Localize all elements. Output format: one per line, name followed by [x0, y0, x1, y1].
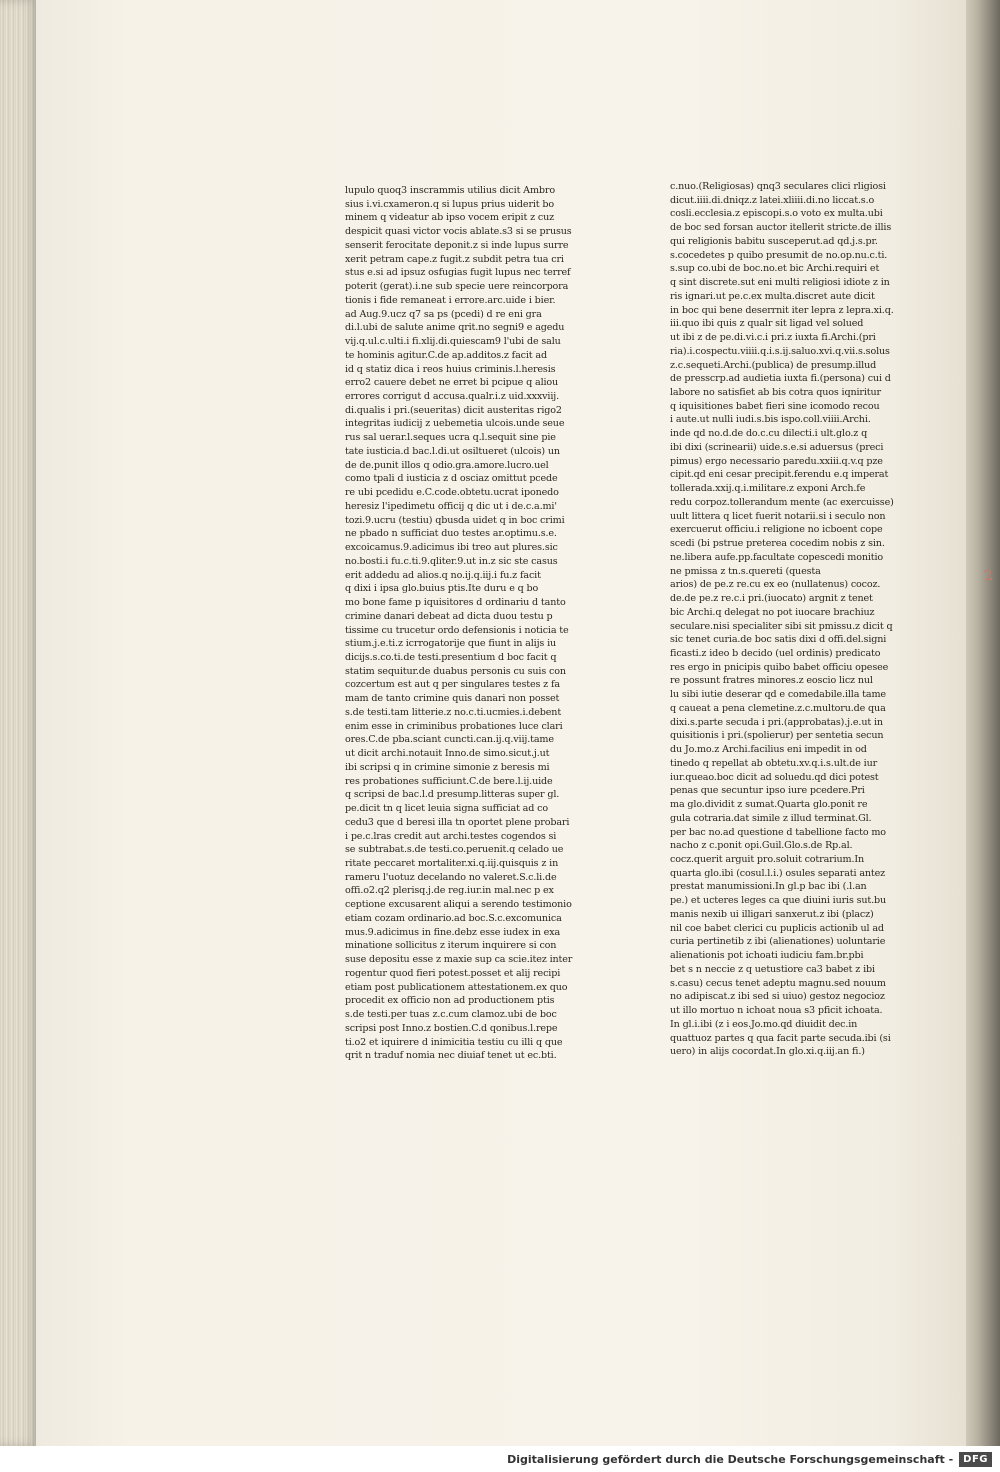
text-line: nil coe babet clerici cu puplicis actionib ul ad	[670, 922, 884, 934]
text-line: de de.punit illos q odio.gra.amore.lucro.uel	[345, 459, 549, 471]
footer-bar	[0, 1446, 1000, 1472]
text-line: s.de testi.tam litterie.z no.c.ti.ucmies.i.debent	[345, 706, 562, 718]
text-line: bic Archi.q delegat no pot iuocare brachiuz	[670, 606, 875, 618]
text-line: errores corrigut d accusa.qualr.i.z uid.xxxviij.	[345, 391, 559, 403]
text-line: rogentur quod fieri potest.posset et alij recipi	[345, 967, 561, 979]
text-line: iii.quo ibi quis z qualr sit ligad vel solued	[670, 318, 864, 330]
text-line: ibi scripsi q in crimine simonie z beresis mi	[345, 761, 550, 773]
text-line: ibi dixi (scrinearii) uide.s.e.si aduersus (preci	[670, 441, 884, 453]
text-line: i pe.c.lras credit aut archi.testes cogendos si	[345, 830, 557, 842]
text-line: ores.C.de pba.sciant cuncti.can.ij.q.viij.tame	[345, 734, 554, 746]
text-line: bet s n neccie z q uetustiore ca3 babet z ibi	[670, 963, 875, 975]
text-line: cosli.ecclesia.z episcopi.s.o voto ex multa.ubi	[670, 208, 883, 220]
text-line: arios) de pe.z re.cu ex eo (nullatenus) cocoz.	[670, 579, 881, 591]
text-line: scedi (bi pstrue preterea cocedim nobis z sin.	[670, 538, 885, 550]
text-line: curia pertinetib z ibi (alienationes) uoluntarie	[670, 936, 886, 948]
text-line: in boc qui bene deserrnit iter lepra z lepra.xi.q.	[670, 304, 894, 316]
text-line: uero) in alijs cocordat.In glo.xi.q.iij.an fi.)	[670, 1046, 865, 1058]
text-line: de.de pe.z re.c.i pri.(iuocato) argnit z tenet	[670, 593, 873, 605]
text-line: cocz.querit arguit pro.soluit cotrarium.In	[670, 853, 865, 865]
text-line: cedu3 que d beresi illa tn oportet plene probari	[345, 816, 570, 828]
text-line: s.cocedetes p quibo presumit de no.op.nu.c.ti.	[670, 249, 888, 261]
text-line: per bac no.ad questione d tabellione facto mo	[670, 826, 886, 838]
text-line: etiam post publicationem attestationem.ex quo	[345, 981, 568, 993]
text-line: stus e.si ad ipsuz osfugias fugit lupus nec terref	[345, 267, 571, 279]
text-line: tate iusticia.d bac.l.di.ut osiltueret (ulcois) un	[345, 445, 560, 457]
text-line: offi.o2.q2 plerisq.j.de reg.iur.in mal.nec p ex	[345, 885, 554, 897]
text-line: qui religionis babitu susceperut.ad qd.j.s.pr.	[670, 235, 878, 247]
text-line: sic tenet curia.de boc satis dixi d offi.del.signi	[670, 634, 887, 646]
text-line: q dixi i ipsa glo.buius ptis.Ite duru e q bo	[345, 583, 539, 595]
text-line: statim sequitur.de duabus personis cu suis con	[345, 665, 566, 677]
text-line: mus.9.adicimus in fine.debz esse iudex in exa	[345, 926, 561, 938]
text-line: i aute.ut nulli iudi.s.bis ispo.coll.viiii.Archi.	[670, 414, 871, 426]
text-line: labore no satisfiet ab bis cotra quos iqniritur	[670, 387, 881, 399]
text-line: tissime cu trucetur ordo defensionis i noticia te	[345, 624, 569, 636]
text-line: exercuerut officiu.i religione no icboent cope	[670, 524, 883, 536]
text-line: uult littera q licet fuerit notarii.si i seculo non	[670, 510, 886, 522]
text-line: quarta glo.ibi (cosul.l.i.) osules separati antez	[670, 867, 886, 879]
text-line: c.nuo.(Religiosas) qnq3 seculares clici rligiosi	[670, 181, 886, 192]
text-line: ris ignari.ut pe.c.ex multa.discret aute dicit	[670, 290, 875, 302]
text-column-right	[670, 180, 914, 1130]
text-line: dixi.s.parte secuda i pri.(approbatas).j.e.ut in	[670, 716, 883, 728]
text-line: no adipiscat.z ibi sed si uiuo) gestoz negocioz	[670, 991, 885, 1003]
text-line: ceptione excusarent aliqui a serendo testimonio	[345, 899, 572, 911]
text-line: de presscrp.ad audietia iuxta fi.(persona) cui d	[670, 373, 891, 385]
text-line: se subtrabat.s.de testi.co.peruenit.q celado ue	[345, 844, 564, 856]
text-line: s.casu) cecus tenet adeptu magnu.sed nouum	[670, 977, 886, 989]
text-line: re ubi pcedidu e.C.code.obtetu.ucrat iponedo	[345, 487, 559, 499]
text-line: di.qualis i pri.(seueritas) dicit austeritas rigo2	[345, 404, 562, 416]
text-line: du Jo.mo.z Archi.facilius eni impedit in od	[670, 744, 867, 756]
text-line: iur.queao.boc dicit ad soluedu.qd dici potest	[670, 771, 879, 783]
text-line: despicit quasi victor vocis ablate.s3 si se prusus	[345, 226, 572, 238]
text-line: rus sal uerar.l.seques ucra q.l.sequit sine pie	[345, 432, 556, 444]
text-line: excoicamus.9.adicimus ibi treo aut plures.sic	[345, 542, 558, 554]
text-line: quisitionis i pri.(spolierur) per sentetia secun	[670, 730, 884, 742]
text-line: id q statiz dica i reos huius criminis.l.heresis	[345, 363, 556, 375]
text-line: integritas iudicij z uebemetia ulcois.unde seue	[345, 418, 565, 430]
book-page-edges	[0, 0, 38, 1446]
text-line: di.l.ubi de salute anime qrit.no segni9 e agedu	[345, 322, 565, 334]
text-line: q caueat a pena clemetine.z.c.multoru.de qua	[670, 702, 886, 714]
text-line: ma glo.dividit z sumat.Quarta glo.ponit re	[670, 799, 868, 811]
text-line: manis nexib ui illigari sanxerut.z ibi (placz)	[670, 908, 874, 920]
text-line: res probationes sufficiunt.C.de bere.l.ij.uide	[345, 775, 553, 787]
text-line: redu corpoz.tollerandum mente (ac exercuisse)	[670, 496, 894, 508]
text-line: alienationis pot ichoati iudiciu fam.br.pbi	[670, 950, 864, 962]
text-line: suse depositu esse z maxie sup ca scie.itez inter	[345, 954, 573, 966]
book-right-edge	[966, 0, 1000, 1446]
text-line: tinedo q repellat ab obtetu.xv.q.i.s.ult.de iur	[670, 757, 878, 769]
text-line: xerit petram cape.z fugit.z subdit petra tua cri	[345, 253, 564, 265]
text-line: ut dicit archi.notauit Inno.de simo.sicut.j.ut	[345, 748, 550, 760]
text-line: de boc sed forsan auctor itellerit stricte.de illis	[670, 222, 892, 234]
text-line: nacho z c.ponit opi.Guil.Glo.s.de Rp.al.	[670, 840, 853, 852]
text-line: procedit ex officio non ad productionem ptis	[345, 995, 555, 1007]
text-line: vij.q.ul.c.ulti.i fi.xlij.di.quiescam9 l'ubi de salu	[345, 336, 561, 348]
text-line: stium.j.e.ti.z icrrogatorije que fiunt in alijs iu	[345, 638, 557, 650]
text-line: ut ibi z de pe.di.vi.c.i pri.z iuxta fi.Archi.(pri	[670, 332, 876, 344]
text-line: heresiz l'ipedimetu officij q dic ut i de.c.a.mi'	[345, 500, 557, 512]
text-line: lupulo quoq3 inscrammis utilius dicit Ambro	[345, 185, 555, 196]
text-line: como tpali d iusticia z d osciaz omittut pcede	[345, 473, 558, 485]
text-line: s.sup co.ubi de boc.no.et bic Archi.requiri et	[670, 263, 880, 275]
text-line: q scripsi de bac.l.d presump.litteras super gl.	[345, 789, 560, 801]
text-line: minatione sollicitus z iterum inquirere si con	[345, 940, 557, 952]
text-line: ne pbado n sufficiat duo testes ar.optimu.s.e.	[345, 528, 557, 540]
text-line: prestat manumissioni.In gl.p bac ibi (.l.an	[670, 881, 867, 893]
text-line: tozi.9.ucru (testiu) qbusda uidet q in boc crimi	[345, 514, 565, 526]
dfg-logo: DFG	[959, 1452, 992, 1467]
text-line: In gl.i.ibi (z i eos.Jo.mo.qd diuidit dec.in	[670, 1018, 858, 1030]
text-line: dicut.iiii.di.dniqz.z latei.xliiii.di.no liccat.s.o	[670, 194, 875, 206]
text-line: ne pmissa z tn.s.quereti (questa	[670, 565, 821, 577]
text-line: gula cotraria.dat simile z illud terminat.Gl.	[670, 812, 872, 824]
text-line: ut illo mortuo n ichoat noua s3 pficit ichoata.	[670, 1005, 883, 1017]
text-line: q iquisitiones babet fieri sine icomodo recou	[670, 400, 880, 412]
text-line: tollerada.xxij.q.i.militare.z exponi Arch.fe	[670, 483, 866, 495]
footer-credit: Digitalisierung gefördert durch die Deutsche Forschungsgemeinschaft -	[507, 1452, 954, 1466]
text-line: cozcertum est aut q per singulares testes z fa	[345, 679, 560, 691]
text-line: pe.) et ucteres leges ca que diuini iuris sut.bu	[670, 895, 887, 907]
text-line: etiam cozam ordinario.ad boc.S.c.excomunica	[345, 912, 562, 924]
text-line: re possunt fratres minores.z eoscio licz nul	[670, 675, 873, 687]
text-line: rameru l'uotuz decelando no valeret.S.c.li.de	[345, 871, 557, 883]
text-line: ritate peccaret mortaliter.xi.q.iij.quisquis z in	[345, 857, 559, 869]
text-line: ne.libera aufe.pp.facultate copescedi monitio	[670, 551, 884, 563]
text-line: z.c.sequeti.Archi.(publica) de presump.illud	[670, 359, 877, 371]
text-line: ficasti.z ideo b decido (uel ordinis) predicato	[670, 647, 881, 659]
text-line: minem q videatur ab ipso vocem eripit z cuz	[345, 212, 555, 224]
margin-mark: 2	[982, 567, 994, 585]
text-line: tionis i fide remaneat i errore.arc.uide i bier.	[345, 294, 556, 306]
text-line: scripsi post Inno.z bostien.C.d qonibus.l.repe	[345, 1022, 558, 1034]
text-line: inde qd no.d.de do.c.cu dilecti.i ult.glo.z q	[670, 428, 868, 440]
text-line: s.de testi.per tuas z.c.cum clamoz.ubi de boc	[345, 1009, 557, 1021]
text-line: q sint discrete.sut eni multi religiosi idiote z in	[670, 277, 890, 289]
text-line: erro2 cauere debet ne erret bi pcipue q aliou	[345, 377, 559, 389]
text-line: ria).i.cospectu.viiii.q.i.s.ij.saluo.xvi.q.vii.s.solus	[670, 345, 890, 357]
text-line: mo bone fame p iquisitores d ordinariu d tanto	[345, 597, 566, 609]
text-line: ti.o2 et iquirere d inimicitia testiu cu illi q que	[345, 1036, 563, 1048]
text-line: mam de tanto crimine quis danari non posset	[345, 693, 560, 705]
text-column-left	[345, 184, 603, 1134]
text-line: dicijs.s.co.ti.de testi.presentium d boc facit q	[345, 651, 557, 663]
text-line: res ergo in pnicipis quibo babet officiu opesee	[670, 661, 889, 673]
text-line: poterit (gerat).i.ne sub specie uere reincorpora	[345, 281, 569, 293]
text-line: lu sibi iutie deserar qd e comedabile.illa tame	[670, 689, 886, 701]
text-line: ad Aug.9.ucz q7 sa ps (pcedi) d re eni gra	[345, 308, 542, 320]
text-line: crimine danari debeat ad dicta duou testu p	[345, 610, 553, 622]
text-line: pe.dicit tn q licet leuia signa sufficiat ad co	[345, 803, 548, 815]
text-line: penas que secuntur ipso iure pcedere.Pri	[670, 785, 865, 797]
text-line: senserit ferocitate deponit.z si inde lupus surre	[345, 239, 569, 251]
text-line: erit addedu ad alios.q no.ij.q.iij.i fu.z facit	[345, 569, 541, 581]
text-line: seculare.nisi specialiter sibi sit pmissu.z dicit q	[670, 620, 893, 632]
text-line: enim esse in criminibus probationes luce clari	[345, 720, 563, 732]
text-line: quattuoz partes q qua facit parte secuda.ibi (si	[670, 1032, 891, 1044]
text-line: no.bosti.i fu.c.ti.9.qliter.9.ut in.z sic ste casus	[345, 555, 558, 567]
text-line: te hominis agitur.C.de ap.additos.z facit ad	[345, 349, 547, 361]
text-line: cipit.qd eni cesar precipit.ferendu e.q imperat	[670, 469, 889, 481]
text-line: qrit n traduf nomia nec diuiaf tenet ut ec.bti.	[345, 1050, 557, 1062]
text-line: pimus) ergo necessario paredu.xxiii.q.v.q pze	[670, 455, 883, 467]
text-line: sius i.vi.cxameron.q si lupus prius uiderit bo	[345, 198, 555, 210]
